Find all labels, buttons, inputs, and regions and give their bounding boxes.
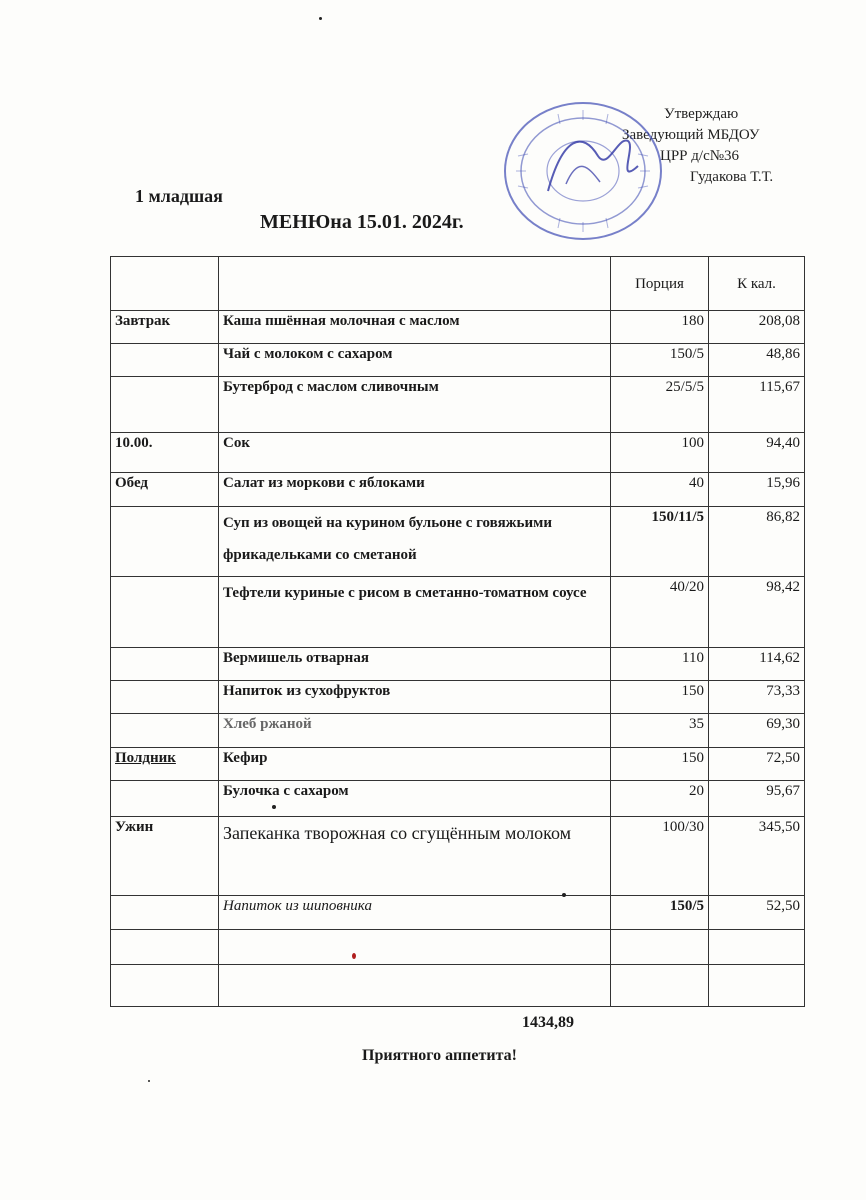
kcal-cell: 94,40 [709,433,805,473]
menu-table [110,256,805,1007]
meal-cell [111,648,219,681]
kcal-cell: 114,62 [709,648,805,681]
table-row [111,577,805,648]
kcal-cell: 345,50 [709,817,805,896]
kcal-cell: 98,42 [709,577,805,648]
meal-cell [111,377,219,433]
table-row [111,473,805,507]
kcal-cell: 208,08 [709,311,805,344]
ink-speck [148,1080,150,1082]
table-row [111,377,805,433]
kcal-cell: 115,67 [709,377,805,433]
kcal-cell: 52,50 [709,896,805,930]
portion-cell: 100 [611,433,709,473]
table-row [111,817,805,896]
empty-cell [611,965,709,1007]
approval-line-4: Гудакова Т.Т. [690,169,774,185]
table-row [111,344,805,377]
empty-cell [709,965,805,1007]
table-row [111,896,805,930]
empty-cell [219,965,611,1007]
dish-cell: Вермишель отварная [219,648,611,681]
table-row [111,681,805,714]
approval-line-2: Заведующий МБДОУ [622,127,760,143]
kcal-cell: 73,33 [709,681,805,714]
total-kcal: 1434,89 [522,1014,574,1031]
meal-cell: Обед [111,473,219,507]
table-row [111,311,805,344]
meal-cell: Завтрак [111,311,219,344]
ink-speck [319,17,322,20]
empty-cell [111,965,219,1007]
meal-cell: Полдник [111,748,219,781]
portion-cell: 150/5 [611,896,709,930]
kcal-cell: 72,50 [709,748,805,781]
dish-cell: Булочка с сахаром [219,781,611,817]
dish-cell: Сок [219,433,611,473]
table-row [111,714,805,748]
dish-cell: Чай с молоком с сахаром [219,344,611,377]
portion-cell: 150 [611,748,709,781]
dish-cell: Бутерброд с маслом сливочным [219,377,611,433]
dish-cell: Кефир [219,748,611,781]
dish-cell: Суп из овощей на курином бульоне с говяжьими фрикадельками со сметаной [219,507,611,577]
empty-cell [709,930,805,965]
meal-cell [111,896,219,930]
portion-cell: 150 [611,681,709,714]
table-row [111,781,805,817]
kcal-cell: 69,30 [709,714,805,748]
meal-cell [111,577,219,648]
header-meal-cell [111,257,219,311]
dish-cell: Тефтели куриные с рисом в сметанно-томатном соусе [219,577,611,648]
meal-cell [111,714,219,748]
kcal-cell: 15,96 [709,473,805,507]
table-row [111,433,805,473]
kcal-cell: 95,67 [709,781,805,817]
table-row [111,507,805,577]
meal-cell [111,681,219,714]
portion-cell: 180 [611,311,709,344]
table-header-row [111,257,805,311]
empty-cell [111,930,219,965]
empty-cell [611,930,709,965]
portion-cell: 150/11/5 [611,507,709,577]
ink-speck [272,805,276,809]
table-row-empty [111,965,805,1007]
portion-cell: 25/5/5 [611,377,709,433]
ink-speck [562,893,566,897]
meal-cell [111,781,219,817]
approval-line-3: ЦРР д/с№36 [660,148,740,164]
portion-cell: 100/30 [611,817,709,896]
page-title: МЕНЮна 15.01. 2024г. [260,211,464,233]
kcal-cell: 86,82 [709,507,805,577]
official-stamp-icon [488,96,678,246]
portion-cell: 35 [611,714,709,748]
meal-cell: 10.00. [111,433,219,473]
meal-cell [111,344,219,377]
meal-cell: Ужин [111,817,219,896]
kcal-cell: 48,86 [709,344,805,377]
ink-speck [352,953,356,959]
table-row [111,648,805,681]
dish-cell: Хлеб ржаной [219,714,611,748]
portion-cell: 20 [611,781,709,817]
table-row-empty [111,930,805,965]
dish-cell: Запеканка творожная со сгущённым молоком [219,817,611,896]
meal-cell [111,507,219,577]
portion-cell: 110 [611,648,709,681]
dish-cell: Напиток из сухофруктов [219,681,611,714]
header-portion: Порция [611,257,709,311]
portion-cell: 40 [611,473,709,507]
dish-cell: Салат из моркови с яблоками [219,473,611,507]
header-kcal: К кал. [709,257,805,311]
approval-line-1: Утверждаю [664,106,739,122]
empty-cell [219,930,611,965]
table-row [111,748,805,781]
header-dish-cell [219,257,611,311]
group-label: 1 младшая [135,186,223,206]
portion-cell: 40/20 [611,577,709,648]
closing-wish: Приятного аппетита! [362,1047,517,1064]
portion-cell: 150/5 [611,344,709,377]
dish-cell: Каша пшённая молочная с маслом [219,311,611,344]
dish-cell: Напиток из шиповника [219,896,611,930]
